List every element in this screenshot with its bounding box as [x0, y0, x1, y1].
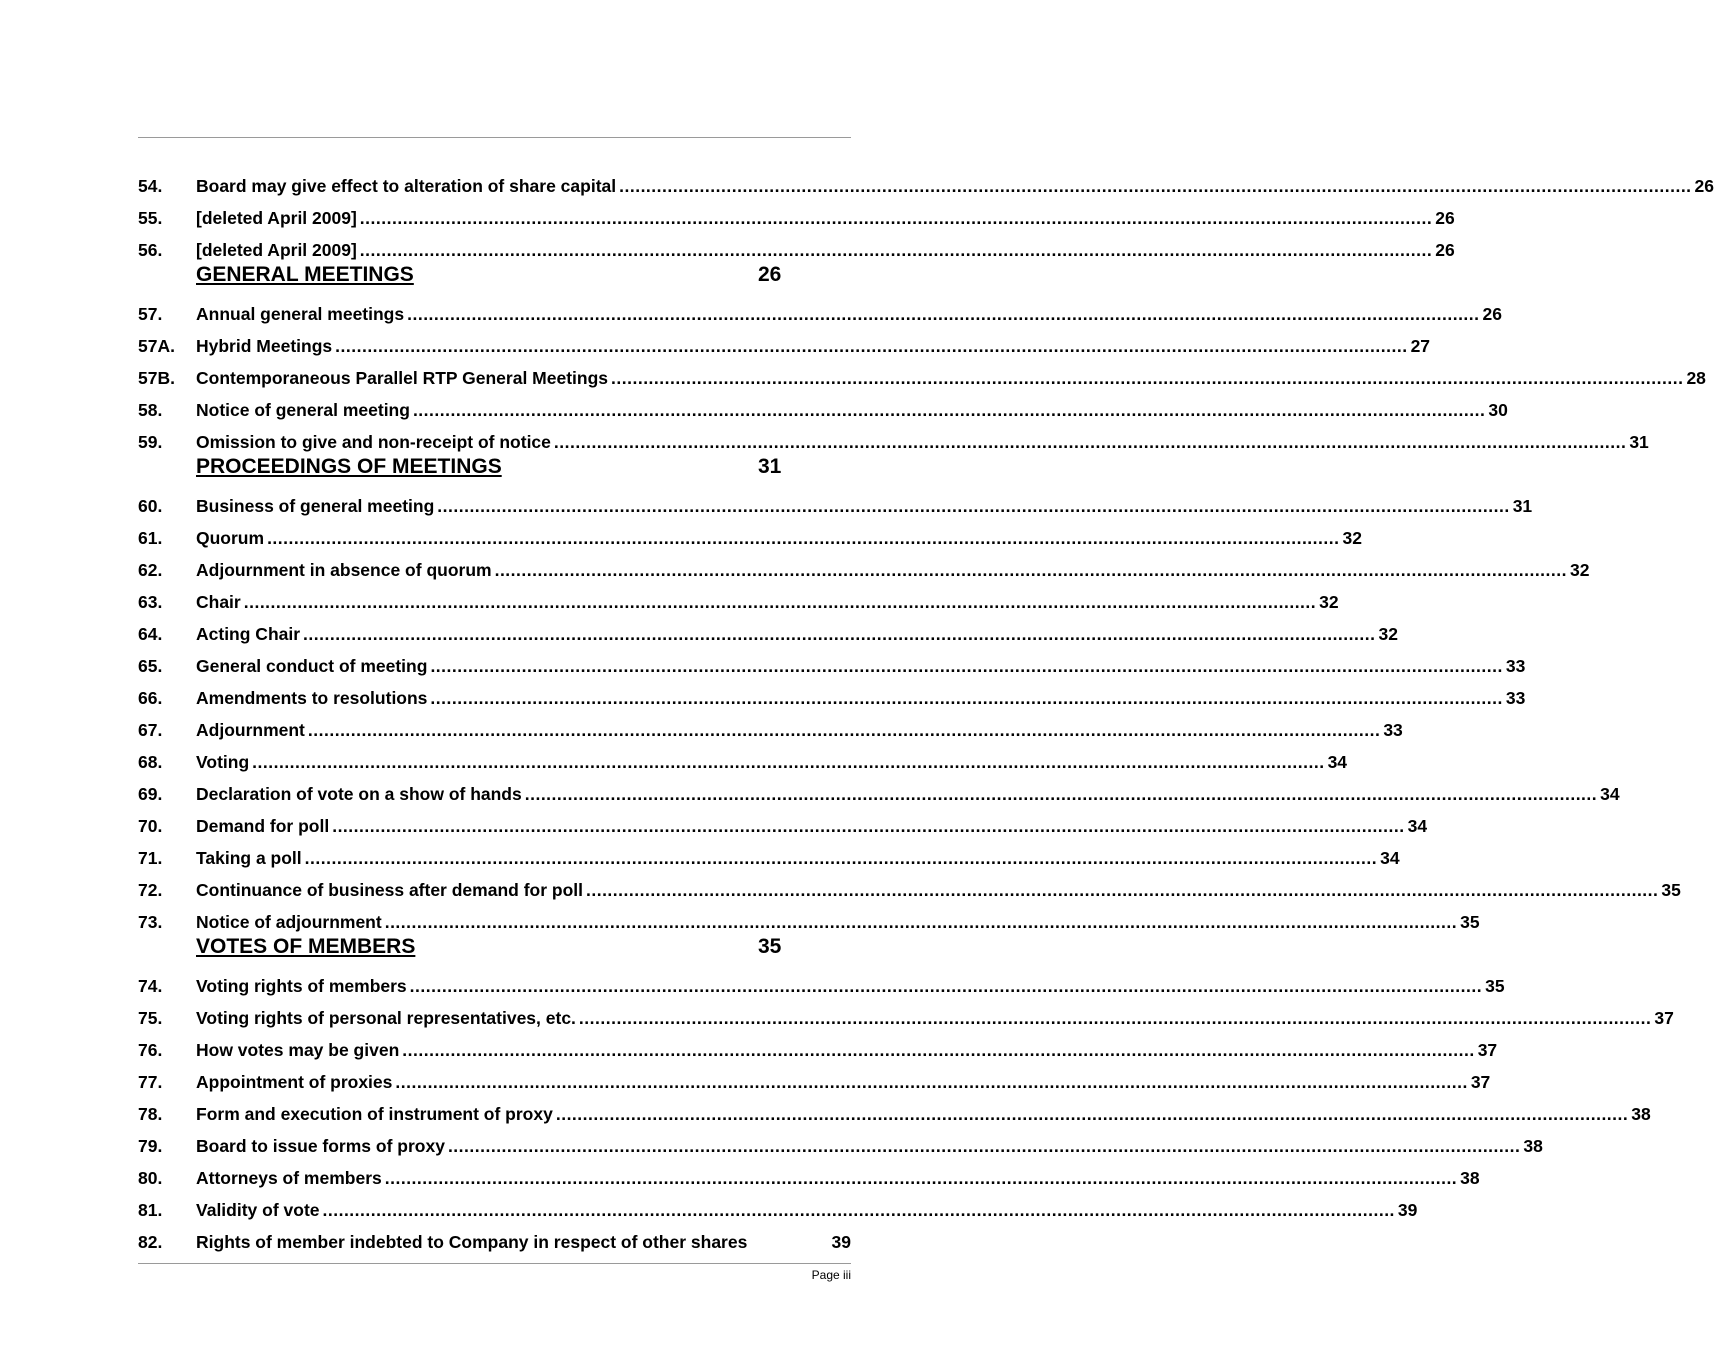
toc-leader-dots: ........................................................................................................................................................................................................	[402, 1040, 1475, 1060]
toc-entry-title: Amendments to resolutions	[196, 688, 428, 708]
toc-leader-dots: ........................................................................................................................................................................................................	[322, 1200, 1395, 1220]
toc-entry-page: 31	[1512, 496, 1533, 516]
toc-entry[interactable]	[138, 1130, 1543, 1162]
toc-entry-number: 65.	[138, 656, 163, 676]
toc-entry[interactable]	[138, 1066, 1491, 1098]
toc-entry-title: Appointment of proxies	[196, 1072, 393, 1092]
toc-entry-page: 31	[1629, 432, 1649, 452]
toc-entry[interactable]	[138, 554, 1590, 586]
section-heading-title: VOTES OF MEMBERS	[196, 935, 416, 958]
section-heading-page: 31	[758, 455, 782, 478]
toc-entry-page: 33	[1505, 656, 1526, 676]
toc-entry-page: 38	[1523, 1136, 1543, 1156]
toc-entry[interactable]	[138, 842, 1400, 874]
toc-leader-dots: ........................................................................................................................................................................................................	[384, 912, 1458, 932]
toc-leader-dots: ........................................................................................................................................................................................................	[437, 496, 1510, 516]
toc-entry-number: 62.	[138, 560, 163, 580]
toc-leader-dots: ........................................................................................................................................................................................................	[430, 688, 1503, 708]
toc-entry-page: 37	[1470, 1072, 1491, 1092]
toc-entry-number: 58.	[138, 400, 163, 420]
toc-leader-dots: ........................................................................................................................................................................................................	[384, 1168, 1458, 1188]
toc-entry-page: 34	[1380, 848, 1400, 868]
toc-leader-dots: ........................................................................................................................................................................................................	[332, 816, 1405, 836]
section-heading-page: 35	[758, 935, 782, 958]
toc-entry-title: Voting rights of members	[196, 976, 407, 996]
toc-leader-dots: ........................................................................................................................................................................................................	[359, 208, 1433, 228]
toc-entry[interactable]	[138, 170, 1714, 202]
toc-entry-title: Quorum	[196, 528, 265, 548]
toc-leader-dots: ........................................................................................................................................................................................................	[395, 1072, 1468, 1092]
toc-entry-number: 77.	[138, 1072, 163, 1092]
toc-entry-number: 68.	[138, 752, 163, 772]
toc-entry-number: 60.	[138, 496, 163, 516]
toc-entry-page: 37	[1477, 1040, 1498, 1060]
toc-entry[interactable]	[138, 1098, 1651, 1130]
toc-entry[interactable]	[138, 1194, 1418, 1226]
toc-entry-number: 72.	[138, 880, 163, 900]
toc-entry[interactable]	[138, 618, 1398, 650]
toc-entry-title: [deleted April 2009]	[196, 208, 357, 228]
toc-entry-number: 74.	[138, 976, 163, 996]
toc-entry-title: Adjournment	[196, 720, 305, 740]
toc-leader-dots: ........................................................................................................................................................................................................	[409, 976, 1483, 996]
toc-entry-number: 61.	[138, 528, 163, 548]
toc-leader-dots: ........................................................................................................................................................................................................	[619, 176, 1692, 196]
toc-leader-dots: ........................................................................................................................................................................................................	[307, 720, 1381, 740]
toc-entry-title: Declaration of vote on a show of hands	[196, 784, 522, 804]
toc-entry[interactable]	[138, 682, 1526, 714]
toc-entry-title: Chair	[196, 592, 241, 612]
toc-leader-dots: ........................................................................................................................................................................................................	[304, 848, 1378, 868]
toc-leader-dots: ........................................................................................................................................................................................................	[555, 1104, 1629, 1124]
toc-entry-title: Validity of vote	[196, 1200, 320, 1220]
toc-entry-number: 79.	[138, 1136, 163, 1156]
toc-entry-number: 70.	[138, 816, 163, 836]
toc-entry[interactable]	[138, 1034, 1498, 1066]
toc-entry-number: 57.	[138, 304, 163, 324]
toc-leader-dots: ........................................................................................................................................................................................................	[359, 240, 1433, 260]
toc-entry-number: 57B.	[138, 368, 175, 388]
toc-leader-dots: ........................................................................................................................................................................................................	[430, 656, 1503, 676]
toc-entry-number: 73.	[138, 912, 163, 932]
toc-entry-page: 32	[1378, 624, 1398, 644]
toc-entry[interactable]	[138, 330, 1431, 362]
toc-entry-title: Attorneys of members	[196, 1168, 382, 1188]
toc-entry[interactable]	[138, 586, 1339, 618]
toc-leader-dots: ........................................................................................................................................................................................................	[524, 784, 1598, 804]
toc-leader-dots: ........................................................................................................................................................................................................	[585, 880, 1659, 900]
table-of-contents	[138, 170, 1714, 1258]
toc-entry-number: 80.	[138, 1168, 163, 1188]
toc-entry-title: Taking a poll	[196, 848, 302, 868]
toc-entry-title: [deleted April 2009]	[196, 240, 357, 260]
toc-entry[interactable]	[138, 298, 1502, 330]
toc-entry[interactable]	[138, 1226, 851, 1258]
toc-entry[interactable]	[138, 778, 1620, 810]
toc-entry-page: 26	[1694, 176, 1714, 196]
toc-leader-dots: ........................................................................................................................................................................................................	[578, 1008, 1652, 1028]
toc-entry[interactable]	[138, 1002, 1674, 1034]
toc-entry-number: 81.	[138, 1200, 163, 1220]
toc-entry-number: 64.	[138, 624, 163, 644]
toc-entry-title: Form and execution of instrument of proxy	[196, 1104, 553, 1124]
toc-entry-page: 37	[1654, 1008, 1674, 1028]
toc-section-heading	[138, 935, 851, 970]
toc-entry-number: 76.	[138, 1040, 163, 1060]
toc-entry[interactable]	[138, 426, 1649, 458]
toc-entry-number: 57A.	[138, 336, 175, 356]
toc-entry[interactable]	[138, 970, 1505, 1002]
toc-entry[interactable]	[138, 906, 1480, 938]
toc-entry-number: 78.	[138, 1104, 163, 1124]
toc-entry-page: 32	[1570, 560, 1590, 580]
toc-entry-number: 55.	[138, 208, 163, 228]
toc-entry-title: General conduct of meeting	[196, 656, 428, 676]
toc-entry-page: 38	[1460, 1168, 1480, 1188]
toc-entry-title: Notice of general meeting	[196, 400, 410, 420]
toc-entry-page: 39	[831, 1232, 851, 1252]
toc-entry-page: 33	[1505, 688, 1526, 708]
toc-entry[interactable]	[138, 650, 1526, 682]
toc-entry-number: 71.	[138, 848, 163, 868]
toc-leader-dots: ........................................................................................................................................................................................................	[412, 400, 1486, 420]
toc-entry[interactable]	[138, 746, 1348, 778]
toc-entry-page: 26	[1435, 208, 1455, 228]
toc-leader-dots: ........................................................................................................................................................................................................	[494, 560, 1567, 580]
toc-leader-dots: ........................................................................................................................................................................................................	[447, 1136, 1521, 1156]
toc-entry[interactable]	[138, 1162, 1480, 1194]
toc-entry-title: Voting	[196, 752, 250, 772]
toc-entry-page: 33	[1383, 720, 1403, 740]
toc-entry-number: 54.	[138, 176, 163, 196]
toc-entry-page: 32	[1319, 592, 1339, 612]
toc-entry[interactable]	[138, 522, 1362, 554]
footer-page-number: Page iii	[811, 1268, 851, 1282]
toc-entry[interactable]	[138, 490, 1533, 522]
toc-entry[interactable]	[138, 234, 1455, 266]
toc-entry-title: Rights of member indebted to Company in respect of other shares	[196, 1232, 748, 1252]
toc-entry-number: 66.	[138, 688, 163, 708]
toc-entry[interactable]	[138, 362, 1706, 394]
toc-entry-number: 75.	[138, 1008, 163, 1028]
toc-leader-dots: ........................................................................................................................................................................................................	[267, 528, 1340, 548]
toc-section-heading	[138, 263, 851, 298]
toc-entry[interactable]	[138, 810, 1428, 842]
toc-entry-title: Board to issue forms of proxy	[196, 1136, 445, 1156]
toc-entry-title: Demand for poll	[196, 816, 330, 836]
toc-entry-title: How votes may be given	[196, 1040, 400, 1060]
toc-entry-number: 63.	[138, 592, 163, 612]
toc-entry-number: 69.	[138, 784, 163, 804]
section-heading-page: 26	[758, 263, 782, 286]
toc-leader-dots: ........................................................................................................................................................................................................	[407, 304, 1480, 324]
toc-leader-dots: ........................................................................................................................................................................................................	[335, 336, 1408, 356]
toc-entry-page: 38	[1631, 1104, 1651, 1124]
toc-entry-title: Notice of adjournment	[196, 912, 382, 932]
toc-entry-page: 32	[1342, 528, 1362, 548]
toc-entry-page: 30	[1488, 400, 1508, 420]
toc-entry[interactable]	[138, 874, 1681, 906]
toc-entry[interactable]	[138, 202, 1455, 234]
toc-entry[interactable]	[138, 394, 1508, 426]
toc-entry-title: Hybrid Meetings	[196, 336, 333, 356]
toc-entry-page: 26	[1482, 304, 1502, 324]
toc-entry-number: 59.	[138, 432, 163, 452]
toc-entry-page: 39	[1397, 1200, 1418, 1220]
toc-entry-title: Adjournment in absence of quorum	[196, 560, 492, 580]
toc-leader-dots: ........................................................................................................................................................................................................	[611, 368, 1684, 388]
toc-entry-title: Board may give effect to alteration of share capital	[196, 176, 617, 196]
toc-entry-page: 35	[1485, 976, 1505, 996]
toc-leader-dots: ........................................................................................................................................................................................................	[252, 752, 1325, 772]
toc-entry-number: 67.	[138, 720, 163, 740]
toc-entry-page: 34	[1327, 752, 1348, 772]
toc-entry-title: Acting Chair	[196, 624, 301, 644]
header-rule	[138, 137, 851, 138]
toc-entry-title: Omission to give and non-receipt of notice	[196, 432, 551, 452]
toc-leader-dots: ........................................................................................................................................................................................................	[243, 592, 1317, 612]
toc-entry[interactable]	[138, 714, 1403, 746]
toc-entry-page: 27	[1410, 336, 1431, 356]
toc-entry-page: 35	[1661, 880, 1681, 900]
footer-rule	[138, 1263, 851, 1264]
toc-entry-title: Business of general meeting	[196, 496, 435, 516]
toc-entry-page: 34	[1600, 784, 1620, 804]
toc-leader-dots: ........................................................................................................................................................................................................	[553, 432, 1627, 452]
toc-entry-title: Contemporaneous Parallel RTP General Meetings	[196, 368, 609, 388]
toc-entry-number: 82.	[138, 1232, 163, 1252]
toc-entry-title: Voting rights of personal representatives, etc.	[196, 1008, 576, 1028]
toc-leader-dots: ........................................................................................................................................................................................................	[303, 624, 1376, 644]
section-heading-title: PROCEEDINGS OF MEETINGS	[196, 455, 502, 478]
section-heading-title: GENERAL MEETINGS	[196, 263, 414, 286]
toc-entry-page: 34	[1407, 816, 1428, 836]
toc-entry-page: 35	[1460, 912, 1480, 932]
toc-entry-title: Continuance of business after demand for poll	[196, 880, 583, 900]
toc-entry-number: 56.	[138, 240, 163, 260]
toc-section-heading	[138, 455, 851, 490]
toc-entry-title: Annual general meetings	[196, 304, 405, 324]
toc-entry-page: 28	[1686, 368, 1706, 388]
toc-entry-page: 26	[1435, 240, 1455, 260]
